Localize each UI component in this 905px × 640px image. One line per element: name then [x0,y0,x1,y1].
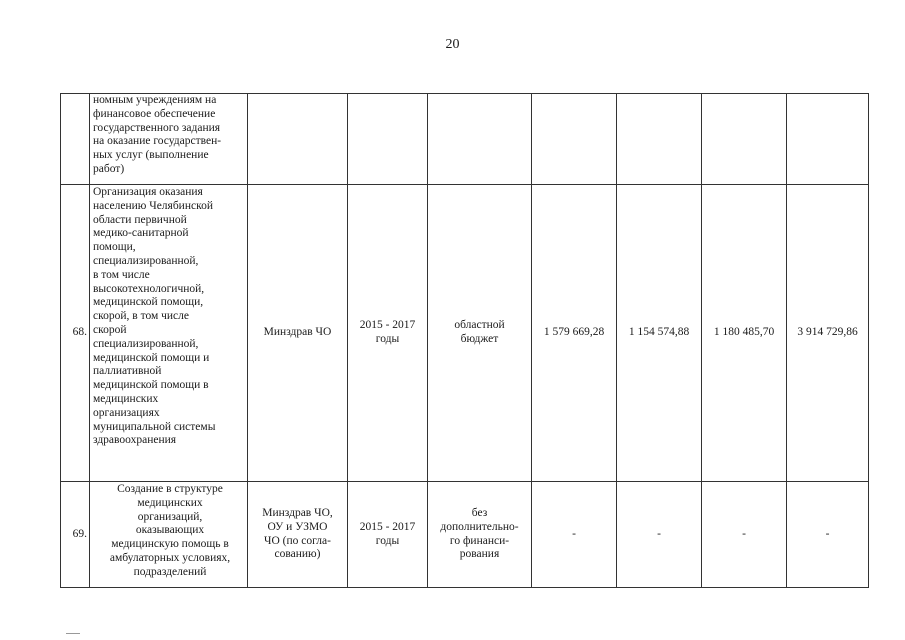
executor-cell [248,482,348,588]
executor-cell [248,185,348,482]
value-total-cell: 3 914 729,86 [787,185,869,482]
years-cell [348,482,428,588]
scan-mark [66,633,80,634]
description-cell [90,94,248,185]
description-text: Создание в структуре медицинских организаций, оказывающих медицинскую помощь в амбулаторных условиях, подразделений [109,483,231,578]
value-2016-cell [617,94,702,185]
value-total-cell [787,94,869,185]
funding-source-text: без дополнительно- го финанси- рования [440,506,519,561]
value-2017-cell: - [702,482,787,588]
years-text: 2015 - 2017 годы [359,319,416,345]
description-text: Организация оказания населению Челябинской области первичной медико-санитарной помощи, специализированной, в том числе высокотехнологичной, медицинской помощи, скорой, в том числе скорой специализированной, медицинской помощи и паллиативной медицинской помощи в медицинских организациях муниципальной системы здравоохранения [93,186,216,447]
years-cell [348,185,428,482]
value-2016-cell: 1 154 574,88 [617,185,702,482]
table-row [61,94,869,185]
description-cell [90,185,248,482]
value-2015-cell: - [532,482,617,588]
page-number: 20 [445,37,460,52]
executor-text: Минздрав ЧО [263,326,332,339]
funding-source-cell [428,185,532,482]
program-table [60,93,869,588]
value-total-cell: - [787,482,869,588]
description-cell [90,482,248,588]
years-text: 2015 - 2017 годы [359,520,416,547]
value-2017-cell [702,94,787,185]
table-row [61,185,869,482]
funding-source-cell [428,94,532,185]
funding-source-cell [428,482,532,588]
funding-source-text: областной бюджет [454,319,505,345]
table-row [61,482,869,588]
value-2017-cell: 1 180 485,70 [702,185,787,482]
value-2015-cell: 1 579 669,28 [532,185,617,482]
description-text: номным учреждениям на финансовое обеспечение государственного задания на оказание государствен- ных услуг (выполнение работ) [93,94,222,175]
executor-cell [248,94,348,185]
row-number-cell: 69. [61,482,90,588]
row-number-cell [61,94,90,185]
value-2016-cell: - [617,482,702,588]
executor-text: Минздрав ЧО, ОУ и УЗМО ЧО (по согла- сованию) [262,506,333,561]
row-number-cell: 68. [61,185,90,482]
value-2015-cell [532,94,617,185]
years-cell [348,94,428,185]
